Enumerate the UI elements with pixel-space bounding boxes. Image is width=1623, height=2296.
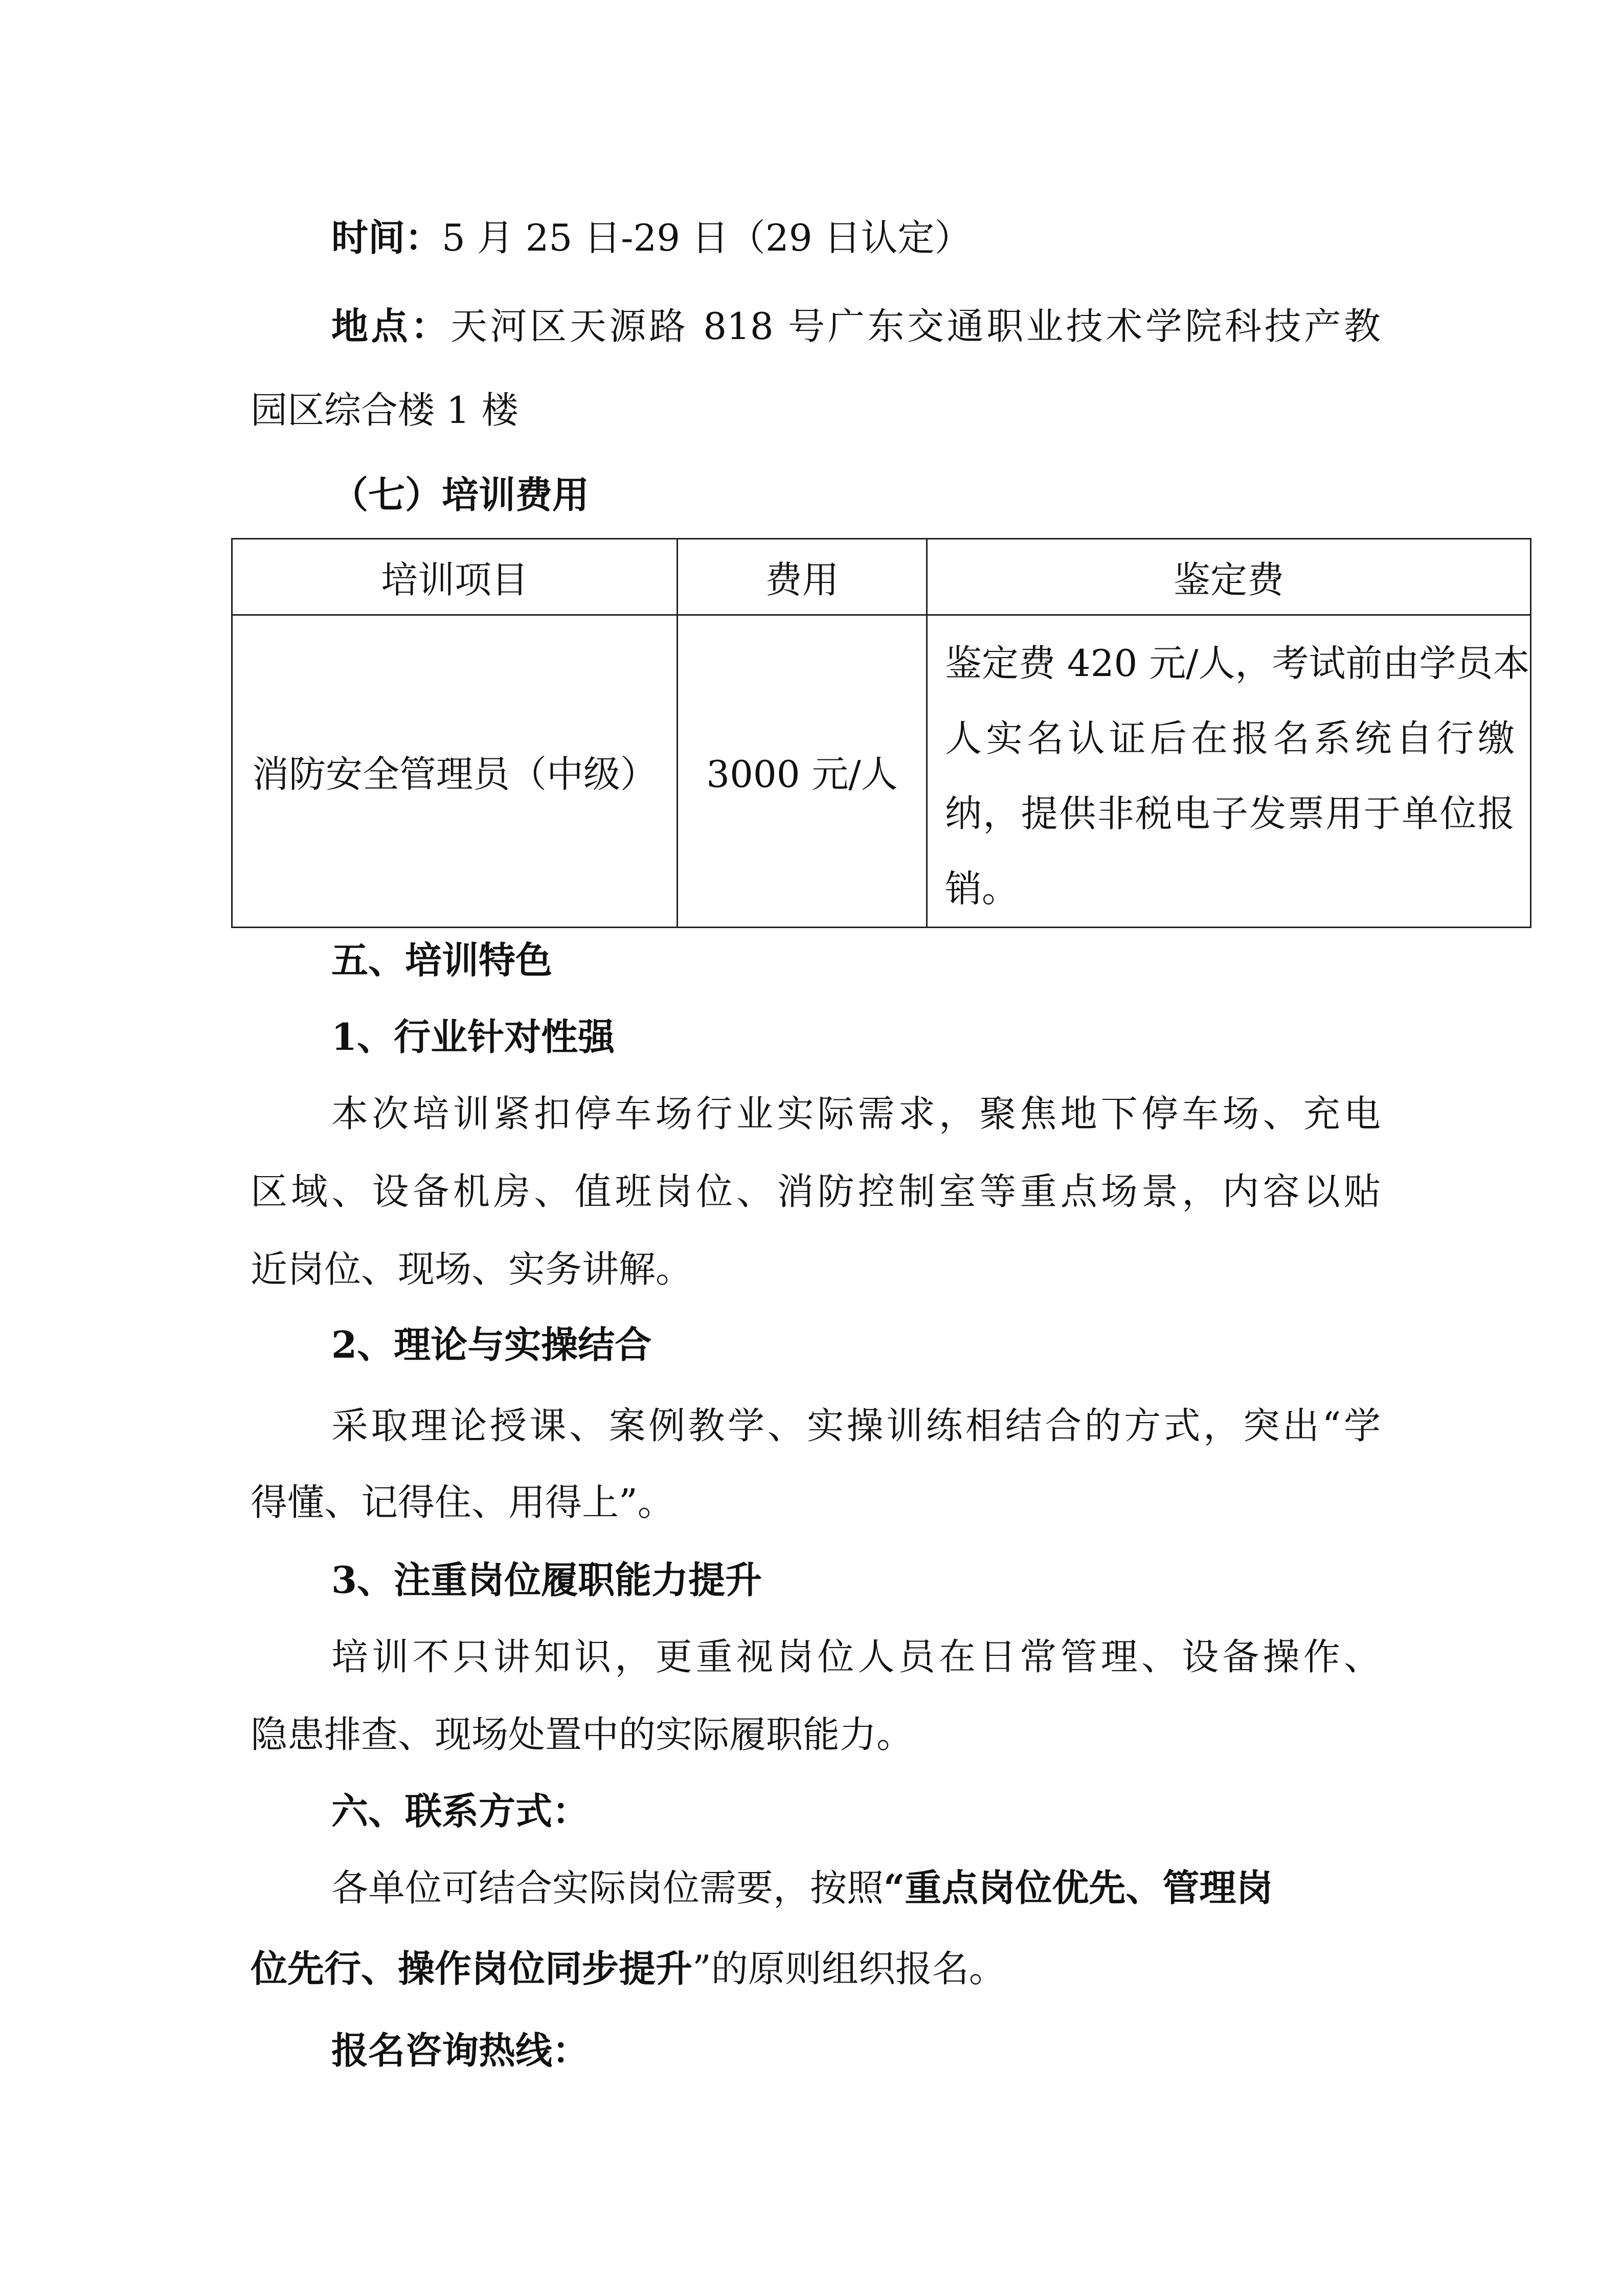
fee-section-heading: （七）培训费用 <box>331 473 590 516</box>
fee-table-fee-cell: 3000 元/人 <box>678 615 927 928</box>
appraisal-note-line: 鉴定费 420 元/人，考试前由学员本 <box>945 642 1530 685</box>
feature-title-3: 3、注重岗位履职能力提升 <box>331 1558 762 1602</box>
contact-intro: 各单位可结合实际岗位需要，按照 <box>331 1866 884 1909</box>
appraisal-note-line: 纳，提供非税电子发票用于单位报 <box>945 792 1515 835</box>
appraisal-note-line: 人实名认证后在报名系统自行缴 <box>945 717 1515 760</box>
contact-heading: 六、联系方式： <box>331 1789 590 1833</box>
fee-table-header-item: 培训项目 <box>232 539 678 615</box>
place-value-line1: 天河区天源路 818 号广东交通职业技术学院科技产教 <box>450 305 1381 348</box>
feature-title-2: 2、理论与实操结合 <box>331 1323 652 1366</box>
feature-body-3-line1: 培训不只讲知识，更重视岗位人员在日常管理、设备操作、 <box>331 1635 1381 1678</box>
time-label: 时间： <box>331 216 442 259</box>
contact-emphasis-2: 位先行、操作岗位同步提升 <box>251 1947 693 1990</box>
time-row <box>331 212 971 263</box>
feature-body-1-line2: 区域、设备机房、值班岗位、消防控制室等重点场景，内容以贴 <box>251 1170 1381 1213</box>
feature-body-1-line1: 本次培训紧扣停车场行业实际需求，聚焦地下停车场、充电 <box>331 1092 1381 1135</box>
feature-body-2-line1: 采取理论授课、案例教学、实操训练相结合的方式，突出“学 <box>331 1404 1381 1447</box>
features-heading: 五、培训特色 <box>331 938 553 982</box>
feature-body-2-line2: 得懂、记得住、用得上”。 <box>251 1481 674 1524</box>
feature-body-1-line3: 近岗位、现场、实务讲解。 <box>251 1248 693 1291</box>
contact-line1 <box>331 1862 1273 1914</box>
feature-body-3-line2: 隐患排查、现场处置中的实际履职能力。 <box>251 1713 914 1756</box>
fee-table <box>231 538 1531 928</box>
fee-table-header-appraisal: 鉴定费 <box>927 539 1531 615</box>
fee-table-item-cell: 消防安全管理员（中级） <box>232 615 678 928</box>
appraisal-note-line: 销。 <box>945 867 1019 910</box>
feature-title-1: 1、行业针对性强 <box>331 1015 615 1059</box>
table-row <box>232 615 1531 928</box>
fee-table-appraisal-cell <box>927 615 1531 928</box>
place-value-line2: 园区综合楼 1 楼 <box>251 389 519 432</box>
place-label: 地点： <box>331 304 450 348</box>
fee-table-header-row <box>232 539 1531 615</box>
fee-table-header-fee: 费用 <box>678 539 927 615</box>
hotline-label: 报名咨询热线： <box>331 2029 590 2072</box>
contact-outro: ”的原则组织报名。 <box>692 1947 1006 1990</box>
contact-emphasis-1: “重点岗位优先、管理岗 <box>884 1866 1273 1909</box>
contact-line2 <box>251 1943 1006 1994</box>
time-value: 5 月 25 日-29 日（29 日认定） <box>442 216 972 259</box>
place-row <box>331 301 1381 352</box>
